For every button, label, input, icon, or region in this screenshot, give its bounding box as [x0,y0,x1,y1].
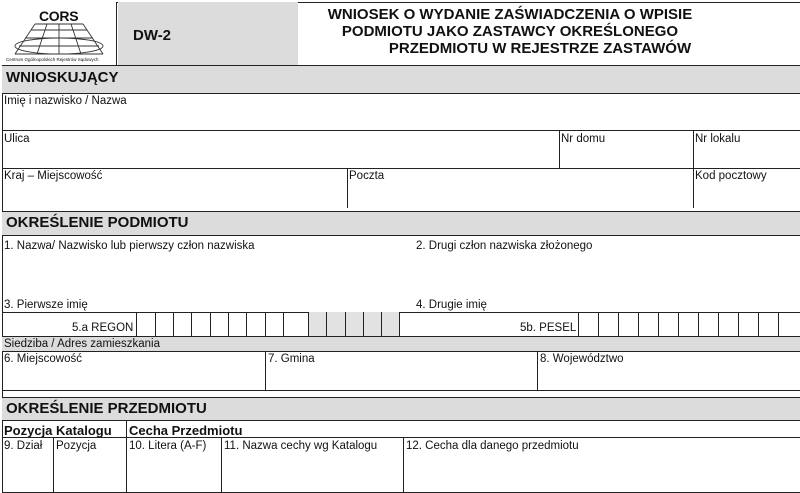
label-dzial: 9. Dział [4,440,43,452]
label-imie-nazwisko: Imię i nazwisko / Nazwa [4,95,127,107]
label-pozycja-katalogu: Pozycja Katalogu [4,423,112,438]
label-drugie-imie: 4. Drugie imię [416,299,487,311]
siedziba-bar [2,336,800,352]
label-cecha-przedmiotu: Cecha Przedmiotu [129,423,243,438]
field-poczta[interactable] [348,169,693,208]
label-wojewodztwo: 8. Województwo [540,353,624,365]
label-ulica: Ulica [4,133,30,145]
section-heading: OKREŚLENIE PRZEDMIOTU [6,400,207,417]
label-pozycja: Pozycja [56,440,97,452]
section-okreslenie-podmiotu [2,211,800,236]
label-cecha-dla: 12. Cecha dla danego przedmiotu [406,440,579,452]
form-code: DW-2 [133,27,172,44]
label-litera: 10. Litera (A-F) [129,440,207,452]
cors-logo-text: CORS [39,8,79,24]
label-kraj-miejscowosc: Kraj – Miejscowość [4,170,103,182]
form-title-line-3: PRZEDMIOTU W REJESTRZE ZASTAWÓW [388,40,692,57]
regon-boxes[interactable] [136,312,400,336]
section-heading: OKREŚLENIE PODMIOTU [6,214,189,231]
label-miejscowosc: 6. Miejscowość [4,353,82,365]
pesel-boxes[interactable] [578,312,800,336]
label-gmina: 7. Gmina [268,353,315,365]
form-title-line-2: PODMIOTU JAKO ZASTAWCY OKREŚLONEGO [341,23,679,40]
label-pesel: 5b. PESEL [520,322,577,334]
label-pierwsze-imie: 3. Pierwsze imię [4,299,88,311]
section-okreslenie-przedmiotu [2,397,800,421]
form-title [290,6,730,57]
label-drugi-czlon: 2. Drugi człon nazwiska złożonego [416,240,593,252]
label-nazwa: 1. Nazwa/ Nazwisko lub pierwszy człon nazwiska [4,240,255,252]
header-logo-box [2,2,117,65]
cors-logo-subtext: Centrum Ogólnopolskich Rejestrów Sądowych [6,57,99,62]
label-nr-domu: Nr domu [561,133,606,145]
cors-logo-icon [9,20,109,60]
label-regon: 5.a REGON [72,322,134,334]
section-heading: WNIOSKUJĄCY [6,69,119,86]
label-siedziba: Siedziba / Adres zamieszkania [4,338,160,350]
form-title-line-1: WNIOSEK O WYDANIE ZAŚWIADCZENIA O WPISIE [327,6,693,23]
label-poczta: Poczta [349,170,385,182]
label-nr-lokalu: Nr lokalu [695,133,741,145]
label-nazwa-cechy: 11. Nazwa cechy wg Katalogu [224,440,378,452]
section-wnioskujacy [2,65,800,94]
header-code-box [118,2,298,65]
field-ulica[interactable] [2,131,559,168]
label-kod-pocztowy: Kod pocztowy [695,170,767,182]
